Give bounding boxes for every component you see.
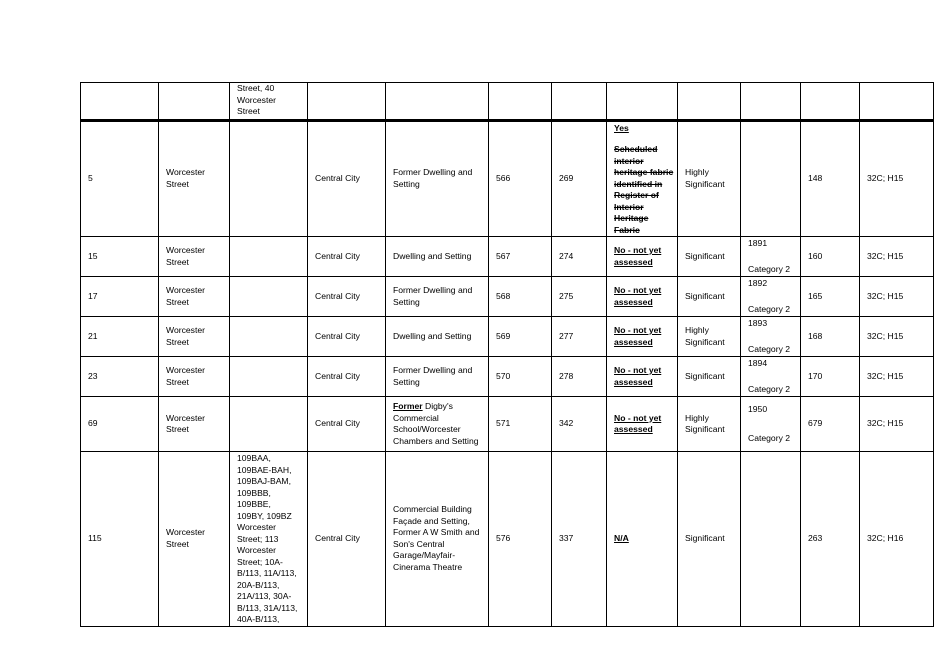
hnz-number: 1892 <box>748 278 768 288</box>
cell-other-addresses <box>230 277 308 317</box>
table-row <box>81 237 934 277</box>
cell-area: Central City <box>308 397 386 452</box>
cell-interior <box>607 120 678 237</box>
cell-street: Worcester Street <box>159 452 230 627</box>
cell-map-ref: 679 <box>801 397 860 452</box>
cell-map-ref: 160 <box>801 237 860 277</box>
interior-status: No - not yet assessed <box>614 245 662 267</box>
cell-empty <box>801 83 860 121</box>
hnz-category: Category 2 <box>748 432 791 443</box>
cell-empty <box>386 83 489 121</box>
cell-ref-b: 269 <box>552 120 607 237</box>
table-row <box>81 277 934 317</box>
hnz-category: Category 2 <box>748 263 791 274</box>
interior-status: No - not yet assessed <box>614 365 662 387</box>
cell-other-addresses: Street, 40 Worcester Street <box>230 83 308 121</box>
cell-hnz <box>741 120 801 237</box>
cell-description: Former Dwelling and Setting <box>386 357 489 397</box>
cell-ref-a: 568 <box>489 277 552 317</box>
table-row <box>81 397 934 452</box>
cell-ref-a: 570 <box>489 357 552 397</box>
cell-description: Former Dwelling and Setting <box>386 120 489 237</box>
hnz-category: Category 2 <box>748 383 791 394</box>
cell-empty <box>552 83 607 121</box>
cell-hnz <box>741 357 801 397</box>
cell-number: 115 <box>81 452 159 627</box>
cell-map-ref: 263 <box>801 452 860 627</box>
cell-ref-a: 567 <box>489 237 552 277</box>
cell-ref-a: 576 <box>489 452 552 627</box>
cell-ref-b: 275 <box>552 277 607 317</box>
cell-interior <box>607 452 678 627</box>
description-rest: Digby's Commercial School/Worcester Chambers and Setting <box>393 401 479 446</box>
cell-planning-map: 32C; H15 <box>860 237 934 277</box>
interior-struck-text: Scheduled interior heritage fabric identified in Register of Interior Heritage Fabric <box>614 144 674 235</box>
table-row <box>81 317 934 357</box>
interior-status: No - not yet assessed <box>614 285 662 307</box>
cell-area: Central City <box>308 277 386 317</box>
cell-area: Central City <box>308 317 386 357</box>
cell-ref-b: 337 <box>552 452 607 627</box>
cell-description: Former Dwelling and Setting <box>386 277 489 317</box>
interior-status: No - not yet assessed <box>614 325 662 347</box>
cell-area: Central City <box>308 357 386 397</box>
cell-other-addresses: 109BAA, 109BAE-BAH, 109BAJ-BAM, 109BBB, 109BBE, 109BY, 109BZ Worcester Street; 113 Worcester Street; 10A-B/113, 11A/113, 20A-B/113, 21A/113, 30A-B/113, 31A/113, 40A-B/113, <box>230 452 308 627</box>
cell-ref-b: 277 <box>552 317 607 357</box>
hnz-number: 1891 <box>748 238 768 248</box>
hnz-category: Category 2 <box>748 343 791 354</box>
interior-status: N/A <box>614 533 629 543</box>
cell-street: Worcester Street <box>159 357 230 397</box>
cell-hnz <box>741 452 801 627</box>
cell-ref-b: 274 <box>552 237 607 277</box>
cell-map-ref: 170 <box>801 357 860 397</box>
cell-interior <box>607 237 678 277</box>
hnz-number: 1950 <box>748 404 768 414</box>
cell-empty <box>489 83 552 121</box>
table-row <box>81 452 934 627</box>
cell-interior <box>607 397 678 452</box>
cell-description: Dwelling and Setting <box>386 237 489 277</box>
table-row <box>81 120 934 237</box>
cell-significance: Significant <box>678 452 741 627</box>
cell-significance: Significant <box>678 277 741 317</box>
cell-significance: Significant <box>678 237 741 277</box>
table-row-continuation <box>81 83 934 121</box>
cell-hnz <box>741 237 801 277</box>
cell-planning-map: 32C; H15 <box>860 317 934 357</box>
cell-hnz <box>741 277 801 317</box>
cell-map-ref: 148 <box>801 120 860 237</box>
cell-interior <box>607 277 678 317</box>
interior-yes: Yes <box>614 122 629 133</box>
heritage-schedule-table <box>80 82 934 627</box>
cell-ref-b: 342 <box>552 397 607 452</box>
cell-empty <box>159 83 230 121</box>
cell-area: Central City <box>308 120 386 237</box>
cell-significance: Significant <box>678 357 741 397</box>
cell-planning-map: 32C; H15 <box>860 397 934 452</box>
cell-ref-a: 571 <box>489 397 552 452</box>
cell-street: Worcester Street <box>159 317 230 357</box>
cell-street: Worcester Street <box>159 237 230 277</box>
cell-street: Worcester Street <box>159 277 230 317</box>
cell-ref-a: 566 <box>489 120 552 237</box>
cell-ref-a: 569 <box>489 317 552 357</box>
cell-empty <box>308 83 386 121</box>
cell-ref-b: 278 <box>552 357 607 397</box>
cell-area: Central City <box>308 452 386 627</box>
cell-other-addresses <box>230 317 308 357</box>
table-row <box>81 357 934 397</box>
cell-planning-map: 32C; H15 <box>860 277 934 317</box>
hnz-category: Category 2 <box>748 303 791 314</box>
hnz-number: 1894 <box>748 358 768 368</box>
cell-planning-map: 32C; H16 <box>860 452 934 627</box>
cell-description: Dwelling and Setting <box>386 317 489 357</box>
cell-empty <box>741 83 801 121</box>
cell-street: Worcester Street <box>159 397 230 452</box>
cell-description: Commercial Building Façade and Setting, Former A W Smith and Son's Central Garage/Mayfair-Cinerama Theatre <box>386 452 489 627</box>
cell-hnz <box>741 317 801 357</box>
cell-other-addresses <box>230 237 308 277</box>
cell-number: 17 <box>81 277 159 317</box>
cell-map-ref: 165 <box>801 277 860 317</box>
cell-description <box>386 397 489 452</box>
description-former: Former <box>393 401 423 411</box>
cell-other-addresses <box>230 120 308 237</box>
cell-other-addresses <box>230 397 308 452</box>
cell-empty <box>860 83 934 121</box>
cell-empty <box>607 83 678 121</box>
cell-planning-map: 32C; H15 <box>860 120 934 237</box>
hnz-number: 1893 <box>748 318 768 328</box>
cell-other-addresses <box>230 357 308 397</box>
cell-map-ref: 168 <box>801 317 860 357</box>
cell-street: Worcester Street <box>159 120 230 237</box>
cell-number: 15 <box>81 237 159 277</box>
cell-interior <box>607 357 678 397</box>
cell-planning-map: 32C; H15 <box>860 357 934 397</box>
cell-number: 21 <box>81 317 159 357</box>
interior-status: No - not yet assessed <box>614 412 662 434</box>
cell-empty <box>678 83 741 121</box>
cell-area: Central City <box>308 237 386 277</box>
cell-number: 5 <box>81 120 159 237</box>
cell-number: 69 <box>81 397 159 452</box>
cell-interior <box>607 317 678 357</box>
cell-empty <box>81 83 159 121</box>
cell-significance: Highly Significant <box>678 120 741 237</box>
cell-number: 23 <box>81 357 159 397</box>
cell-significance: Highly Significant <box>678 397 741 452</box>
cell-hnz <box>741 397 801 452</box>
cell-significance: Highly Significant <box>678 317 741 357</box>
